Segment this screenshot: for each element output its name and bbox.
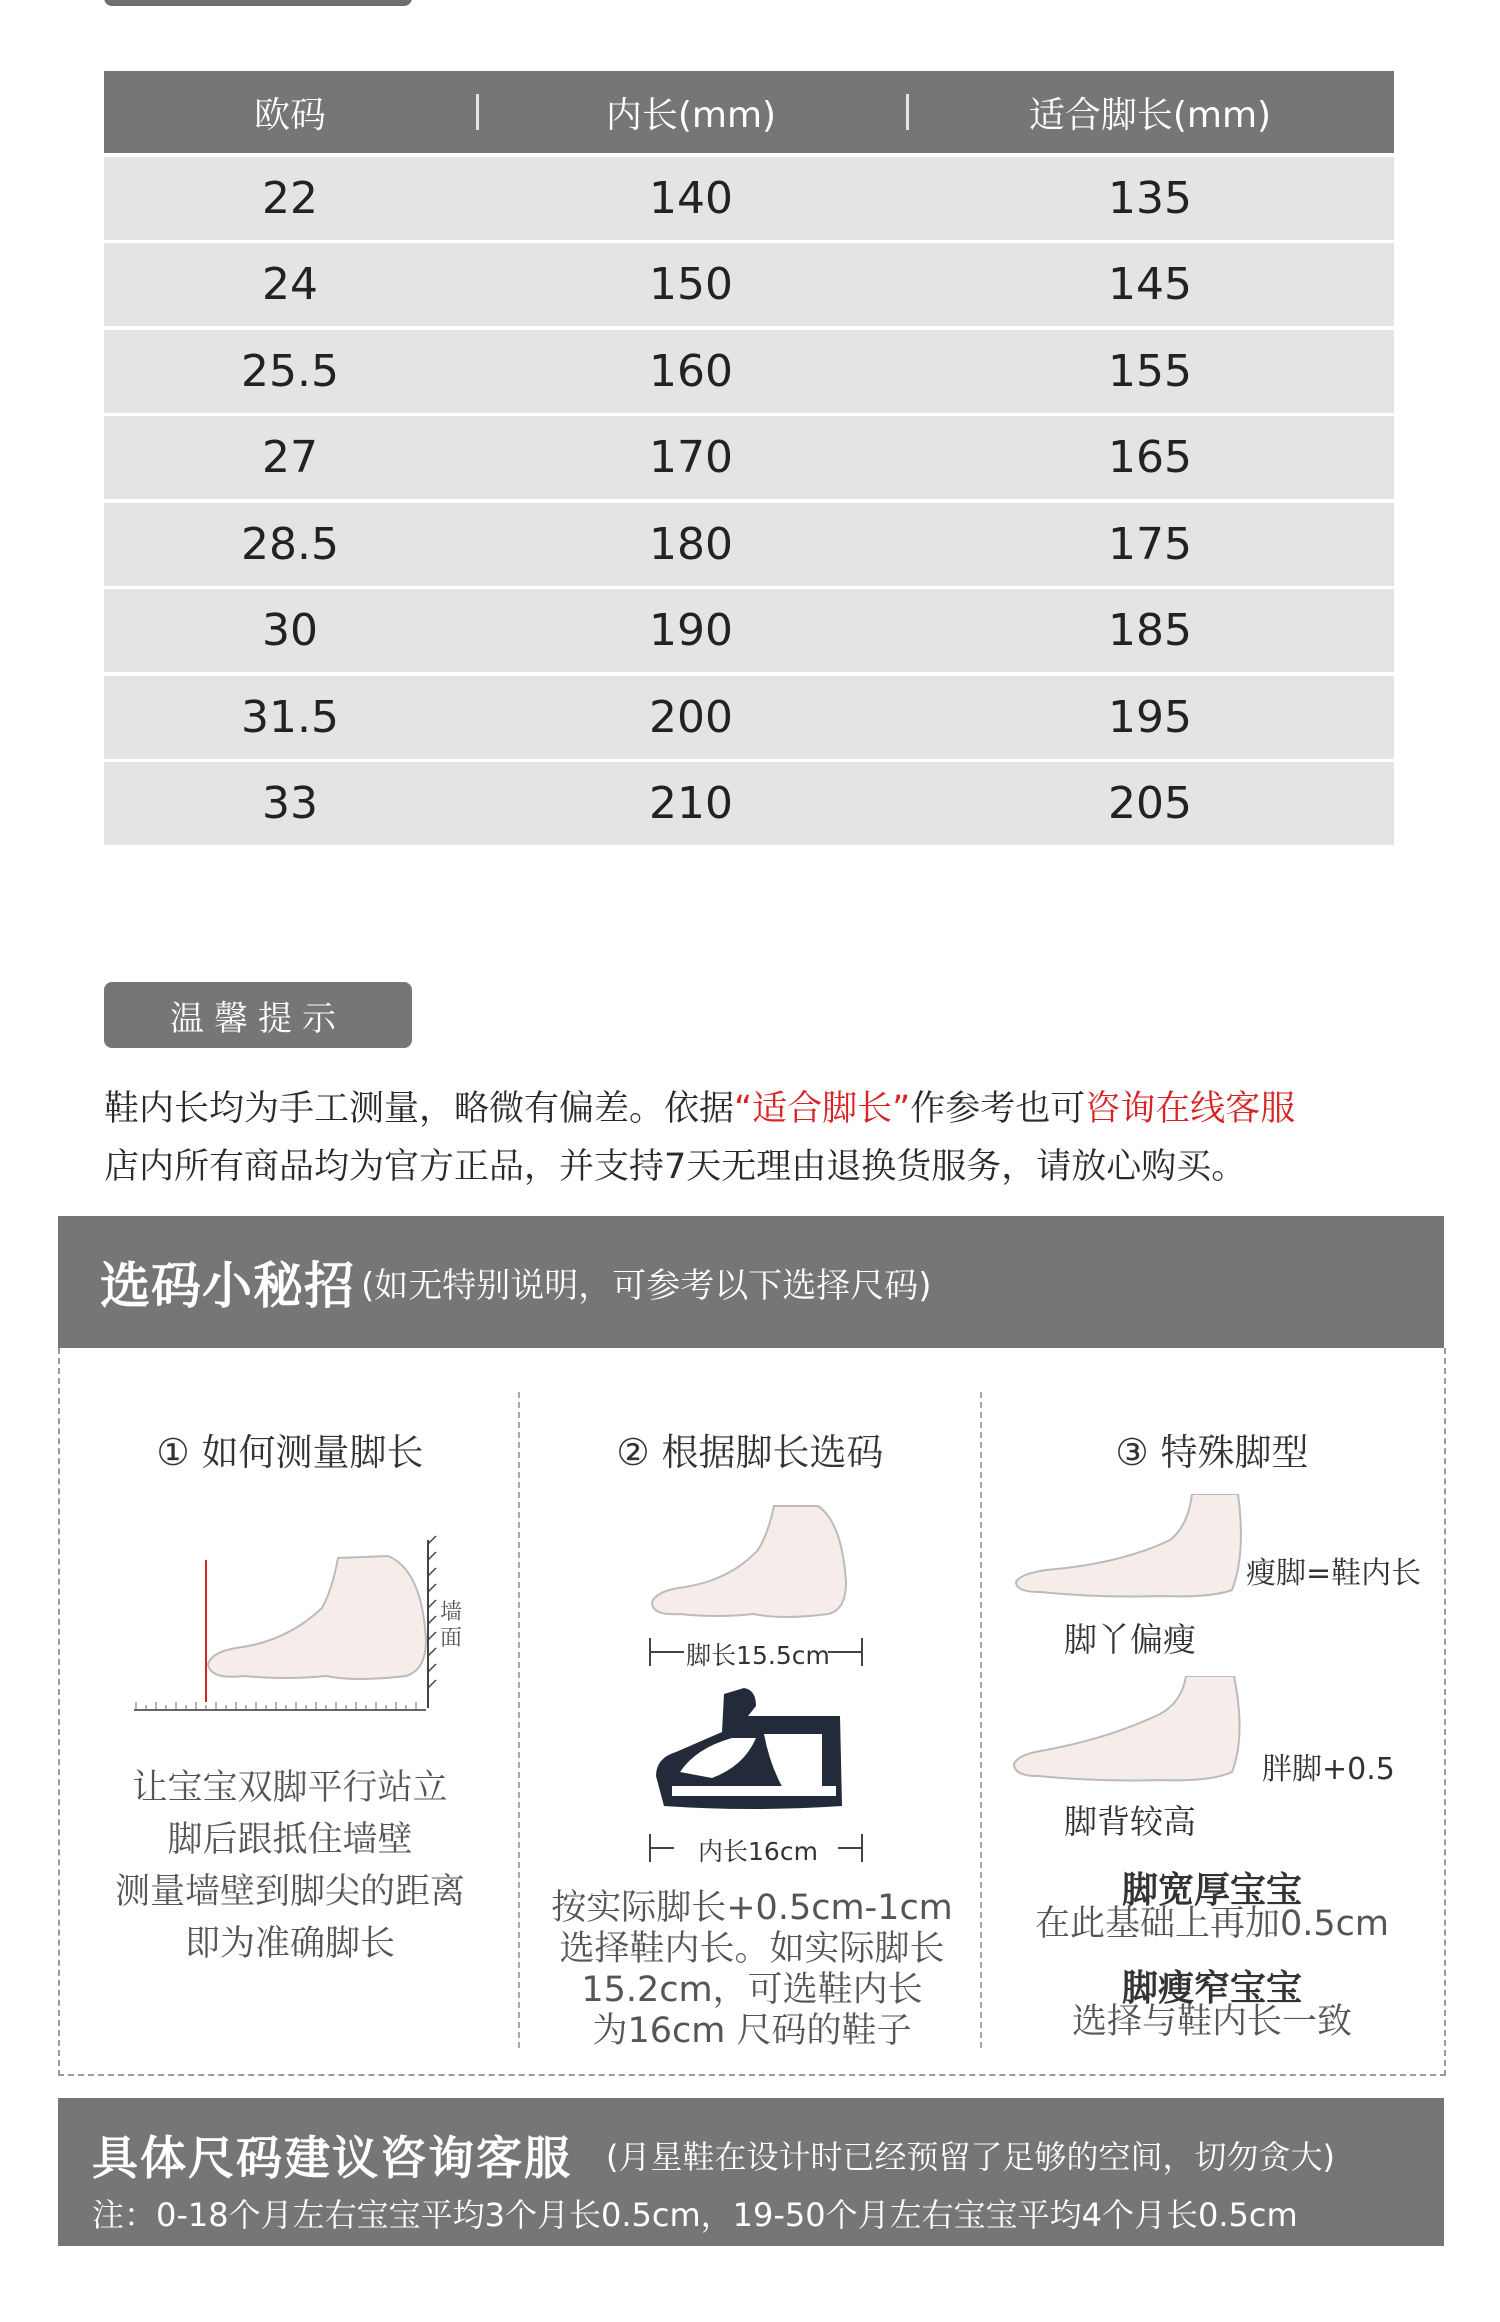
cell-inner-length: 140 xyxy=(649,172,733,224)
narrow-foot-title: 脚瘦窄宝宝 xyxy=(1121,1968,1302,2009)
cell-foot-length: 155 xyxy=(1108,345,1192,397)
foot-shape xyxy=(1016,1494,1241,1597)
fat-foot-label: 胖脚+0.5 xyxy=(1262,1752,1395,1787)
thin-foot-caption: 脚丫偏瘦 xyxy=(1064,1620,1196,1659)
tips-text xyxy=(104,1080,1434,1196)
foot-measure-illustration xyxy=(126,1530,446,1720)
tricks-note: (如无特别说明，可参考以下选择尺码) xyxy=(361,1265,932,1306)
cell-eu-size: 28.5 xyxy=(241,518,339,570)
cell-eu-size: 24 xyxy=(262,259,318,310)
cell-inner-length: 190 xyxy=(649,605,733,656)
table-row xyxy=(104,762,1394,845)
col2-line: 选择鞋内长。如实际脚长 xyxy=(559,1929,945,1969)
top-tab-fragment xyxy=(104,0,412,6)
foot-shape xyxy=(1014,1676,1240,1781)
size-table-header xyxy=(104,71,1394,153)
cell-foot-length: 175 xyxy=(1108,518,1192,570)
tips-badge: 温馨提示 xyxy=(104,982,412,1048)
foot-shape xyxy=(652,1506,846,1617)
table-row xyxy=(104,330,1394,413)
col2-title: ② 根据脚长选码 xyxy=(616,1431,884,1474)
col1-line: 让宝宝双脚平行站立 xyxy=(132,1768,448,1808)
thin-foot-label: 瘦脚=鞋内长 xyxy=(1246,1556,1422,1591)
wide-foot-text: 在此基础上再加0.5cm xyxy=(1035,1904,1389,1944)
tricks-title: 选码小秘招 xyxy=(100,1257,355,1315)
table-row xyxy=(104,589,1394,672)
col1-instructions xyxy=(62,1762,518,1970)
consult-footnote: 注：0-18个月左右宝宝平均3个月长0.5cm，19-50个月左右宝宝平均4个月长0.5cm xyxy=(92,2196,1298,2234)
foot-length-label: 脚长15.5cm xyxy=(686,1641,830,1670)
cell-inner-length: 160 xyxy=(649,345,733,397)
cell-foot-length: 165 xyxy=(1108,432,1192,483)
column-divider xyxy=(518,1392,520,2048)
wall-label: 墙面 xyxy=(440,1600,463,1651)
table-row xyxy=(104,157,1394,240)
table-row xyxy=(104,416,1394,499)
tips-line-1 xyxy=(104,1080,1434,1138)
table-row xyxy=(104,676,1394,759)
tricks-header xyxy=(58,1216,1444,1348)
cell-foot-length: 135 xyxy=(1108,172,1192,224)
wide-foot-title: 脚宽厚宝宝 xyxy=(1121,1870,1302,1911)
tips-highlight: “适合脚长” xyxy=(734,1089,911,1129)
cell-inner-length: 170 xyxy=(649,432,733,483)
header-eu-size: 欧码 xyxy=(253,94,326,136)
cell-eu-size: 27 xyxy=(262,432,318,483)
consult-online-link[interactable]: 咨询在线客服 xyxy=(1085,1089,1296,1129)
consult-banner xyxy=(58,2098,1444,2246)
table-row xyxy=(104,503,1394,586)
high-instep-caption: 脚背较高 xyxy=(1064,1802,1196,1841)
cell-inner-length: 210 xyxy=(649,778,733,829)
cell-eu-size: 25.5 xyxy=(241,345,339,397)
col2-line: 为16cm 尺码的鞋子 xyxy=(592,2011,912,2051)
col1-title: ① 如何测量脚长 xyxy=(156,1431,424,1474)
tips-text-b: 作参考也可 xyxy=(910,1089,1086,1129)
tips-line-2: 店内所有商品均为官方正品，并支持7天无理由退换货服务，请放心购买。 xyxy=(104,1147,1247,1187)
cell-eu-size: 33 xyxy=(262,778,318,829)
cell-foot-length: 205 xyxy=(1108,778,1192,829)
consult-title: 具体尺码建议咨询客服 xyxy=(92,2131,572,2185)
foot-side-illustration xyxy=(642,1502,864,1632)
col3-title: ③ 特殊脚型 xyxy=(1115,1431,1309,1474)
col1-line: 测量墙壁到脚尖的距离 xyxy=(114,1872,465,1912)
column-divider xyxy=(980,1392,982,2048)
table-row xyxy=(104,243,1394,326)
cell-foot-length: 185 xyxy=(1108,605,1192,656)
shoe-sole-icon xyxy=(652,1686,852,1826)
cell-inner-length: 200 xyxy=(649,691,733,743)
cell-inner-length: 180 xyxy=(649,518,733,570)
wall-icon xyxy=(428,1536,436,1708)
size-table xyxy=(104,71,1394,845)
consult-note: (月星鞋在设计时已经预留了足够的空间，切勿贪大) xyxy=(606,2138,1335,2176)
ruler-icon xyxy=(134,1702,426,1710)
foot-shape xyxy=(208,1556,426,1679)
header-foot-length: 适合脚长(mm) xyxy=(906,87,1394,138)
tips-text-a: 鞋内长均为手工测量，略微有偏差。依据 xyxy=(104,1089,735,1129)
col2-instructions xyxy=(524,1888,980,2052)
col1-line: 即为准确脚长 xyxy=(184,1924,395,1964)
header-inner-length: 内长(mm) xyxy=(476,87,906,138)
high-instep-illustration xyxy=(1010,1676,1246,1792)
narrow-foot-text: 选择与鞋内长一致 xyxy=(1071,2002,1352,2042)
cell-foot-length: 195 xyxy=(1108,691,1192,743)
cell-eu-size: 31.5 xyxy=(241,691,339,743)
cell-eu-size: 30 xyxy=(262,605,318,656)
cell-inner-length: 150 xyxy=(649,259,733,310)
inner-length-label: 内长16cm xyxy=(698,1837,818,1866)
col1-line: 脚后跟抵住墙壁 xyxy=(167,1820,413,1860)
col2-line: 按实际脚长+0.5cm-1cm xyxy=(551,1888,953,1928)
thin-foot-illustration xyxy=(1010,1494,1246,1610)
cell-eu-size: 22 xyxy=(262,172,318,224)
col2-line: 15.2cm，可选鞋内长 xyxy=(581,1970,923,2010)
cell-foot-length: 145 xyxy=(1108,259,1192,310)
